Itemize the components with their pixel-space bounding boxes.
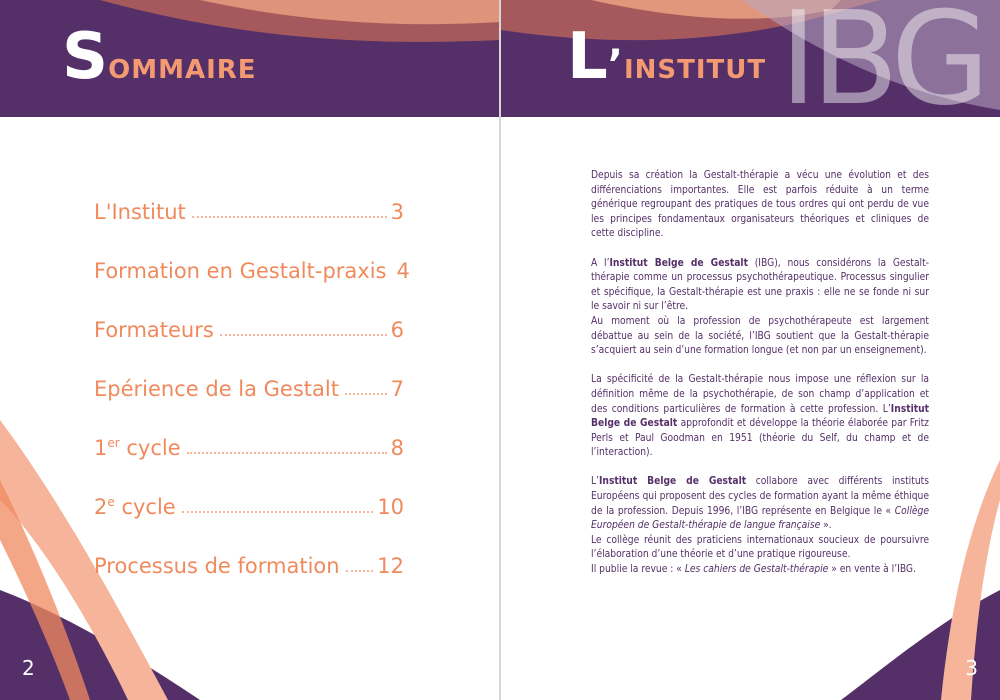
left-page bbox=[0, 0, 499, 700]
toc-leader bbox=[187, 452, 387, 454]
toc-page-number: 3 bbox=[390, 200, 404, 224]
toc-page-number: 4 bbox=[396, 259, 410, 283]
toc-item[interactable] bbox=[94, 165, 404, 224]
toc-label: Processus de formation bbox=[94, 554, 340, 578]
toc-label: Formation en Gestalt-praxis bbox=[94, 259, 387, 283]
paragraph: La spécificité de la Gestalt-thérapie nous impose une réflexion sur la définition même de la psychothérapie, de son champ d’application et des conditions particulières de formation à cette profession. L’Institut Belge de Gestalt approfondit et développe la théorie élaborée par Fritz Perls et Paul Goodman en 1951 (théorie du Self, du champ et de l’interaction). bbox=[591, 374, 929, 459]
toc-label: 2e cycle bbox=[94, 495, 176, 519]
toc-page-number: 6 bbox=[390, 318, 404, 342]
title-initial: L bbox=[567, 20, 608, 94]
toc-label: Epérience de la Gestalt bbox=[94, 377, 339, 401]
toc-item[interactable] bbox=[94, 342, 404, 401]
paragraph: A l’Institut Belge de Gestalt (IBG), nous considérons la Gestalt-thérapie comme un processus psychothérapeutique. Processus singulier et spécifique, la Gestalt-thérapie est une praxis : elle ne se fonde ni sur le savoir ni sur l’être. bbox=[591, 257, 930, 313]
toc-label: Formateurs bbox=[94, 318, 214, 342]
paragraph: Il publie la revue : « Les cahiers de Gestalt-thérapie » en vente à l’IBG. bbox=[591, 564, 916, 576]
institute-description bbox=[591, 169, 929, 592]
paragraph: Au moment où la profession de psychothérapeute est largement débattue au sein de la société, l’IBG soutient que la Gestalt-thérapie s’acquiert au sein d’une formation longue (et non par un enseignement). bbox=[591, 315, 929, 357]
toc-leader bbox=[220, 334, 387, 336]
page-title bbox=[567, 20, 766, 94]
title-rest: INSTITUT bbox=[623, 55, 767, 85]
toc-item[interactable] bbox=[94, 224, 410, 283]
paragraph: Le collège réunit des praticiens internationaux soucieux de poursuivre l’élaboration d’une théorie et d’une pratique rigoureuse. bbox=[591, 534, 929, 561]
paragraph: Depuis sa création la Gestalt-thérapie a vécu une évolution et des différenciations importantes. Elle est parfois réduite à un terme générique regroupant des pratiques de tous ordres qui ont perdu de vue les principes fondamentaux organisateurs théoriques et cliniques de cette discipline. bbox=[591, 170, 929, 240]
toc-page-number: 10 bbox=[377, 495, 404, 519]
toc-page-number: 8 bbox=[390, 436, 404, 460]
toc-leader bbox=[182, 511, 374, 513]
toc-page-number: 7 bbox=[390, 377, 404, 401]
page-number: 3 bbox=[965, 656, 978, 680]
title-rest: OMMAIRE bbox=[108, 55, 257, 85]
table-of-contents bbox=[94, 165, 410, 578]
title-apostrophe: ’ bbox=[607, 42, 624, 88]
toc-leader bbox=[345, 393, 387, 395]
toc-item[interactable] bbox=[94, 401, 404, 460]
toc-item[interactable] bbox=[94, 519, 404, 578]
right-page bbox=[501, 0, 1000, 700]
page-title bbox=[62, 20, 257, 94]
paragraph: L’Institut Belge de Gestalt collabore avec différents instituts Européens qui proposent des cycles de formation ayant la même éthique de la profession. Depuis 1996, l’IBG représente en Belgique le « Collège Européen de Gestalt-thérapie de langue française ». bbox=[591, 476, 929, 532]
toc-label: 1er cycle bbox=[94, 436, 181, 460]
toc-page-number: 12 bbox=[377, 554, 404, 578]
toc-leader bbox=[346, 570, 374, 572]
toc-item[interactable] bbox=[94, 460, 404, 519]
title-initial: S bbox=[62, 20, 109, 94]
ibg-watermark: IBG bbox=[779, 0, 984, 134]
page-number: 2 bbox=[22, 656, 35, 680]
toc-label: L'Institut bbox=[94, 200, 186, 224]
toc-item[interactable] bbox=[94, 283, 404, 342]
toc-leader bbox=[192, 216, 387, 218]
